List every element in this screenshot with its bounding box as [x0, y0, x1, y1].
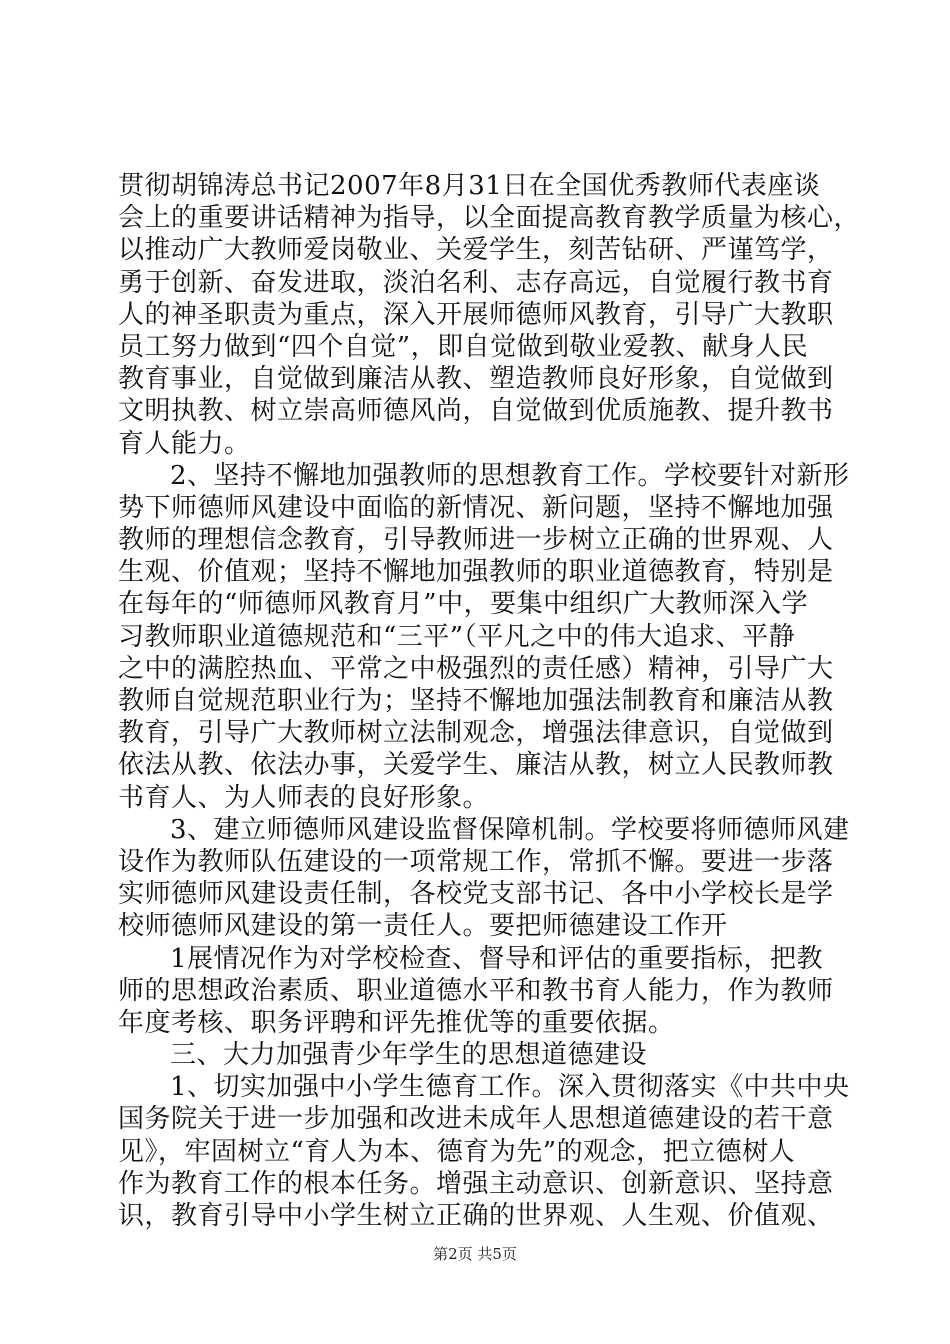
text-line: 实师德师风建设责任制，各校党支部书记、各中小学校长是学	[118, 879, 834, 910]
text-line: 见》，牢固树立“育人为本、德育为先”的观念，把立德树人	[118, 1136, 796, 1167]
text-line: 以推动广大教师爱岗敬业、关爱学生，刻苦钻研、严谨笃学，	[118, 235, 834, 266]
text-line: 贯彻胡锦涛总书记2007年8月31日在全国优秀教师代表座谈	[118, 171, 821, 201]
document-body	[118, 170, 861, 1232]
text-line: 书育人、为人师表的良好形象。	[118, 782, 490, 813]
page-number-footer: 第2页 共5页	[433, 1245, 517, 1263]
text-line: 年度考核、职务评聘和评先推优等的重要依据。	[118, 1007, 675, 1038]
text-line: 教育，引导广大教师树立法制观念，增强法律意识，自觉做到	[118, 718, 834, 749]
paragraph-start-line: 1、切实加强中小学生德育工作。深入贯彻落实《中共中央	[170, 1072, 850, 1103]
text-line: 员工努力做到“四个自觉”，即自觉做到敬业爱教、献身人民	[118, 331, 809, 362]
paragraph-start-line: 2、坚持不懈地加强教师的思想教育工作。学校要针对新形	[170, 460, 850, 491]
paragraph-start-line: 1展情况作为对学校检查、督导和评估的重要指标，把教	[170, 943, 824, 974]
text-line: 师的思想政治素质、职业道德水平和教书育人能力，作为教师	[118, 975, 834, 1006]
text-line: 人的神圣职责为重点，深入开展师德师风教育，引导广大教职	[118, 299, 834, 330]
text-line: 势下师德师风建设中面临的新情况、新问题，坚持不懈地加强	[118, 492, 834, 523]
text-line: 识，教育引导中小学生树立正确的世界观、人生观、价值观、	[118, 1201, 834, 1231]
text-line: 教师的理想信念教育，引导教师进一步树立正确的世界观、人	[118, 525, 834, 556]
text-line: 在每年的“师德师风教育月”中，要集中组织广大教师深入学	[118, 589, 809, 620]
text-line: 生观、价值观；坚持不懈地加强教师的职业道德教育，特别是	[118, 557, 834, 588]
text-line: 习教师职业道德规范和“三平”（平凡之中的伟大追求、平静	[118, 621, 796, 652]
text-line: 校师德师风建设的第一责任人。要把师德建设工作开	[118, 911, 728, 942]
text-line: 作为教育工作的根本任务。增强主动意识、创新意识、坚持意	[118, 1168, 834, 1199]
text-line: 教师自觉规范职业行为；坚持不懈地加强法制教育和廉洁从教	[118, 686, 834, 716]
text-line: 育人能力。	[118, 428, 251, 459]
text-line: 依法从教、依法办事，关爱学生、廉洁从教，树立人民教师教	[118, 750, 834, 781]
text-line: 勇于创新、奋发进取，淡泊名利、志存高远，自觉履行教书育	[118, 267, 834, 298]
text-line: 设作为教师队伍建设的一项常规工作，常抓不懈。要进一步落	[118, 846, 834, 877]
paragraph-start-line: 3、建立师德师风建设监督保障机制。学校要将师德师风建	[170, 814, 850, 845]
section-heading: 三、大力加强青少年学生的思想道德建设	[170, 1040, 648, 1071]
text-line: 文明执教、树立崇高师德风尚，自觉做到优质施教、提升教书	[118, 396, 834, 427]
text-line: 会上的重要讲话精神为指导，以全面提高教育教学质量为核心，	[118, 203, 861, 234]
text-line: 之中的满腔热血、平常之中极强烈的责任感）精神，引导广大	[118, 653, 834, 684]
text-line: 教育事业，自觉做到廉洁从教、塑造教师良好形象，自觉做到	[118, 364, 834, 395]
text-line: 国务院关于进一步加强和改进未成年人思想道德建设的若干意	[118, 1104, 834, 1135]
